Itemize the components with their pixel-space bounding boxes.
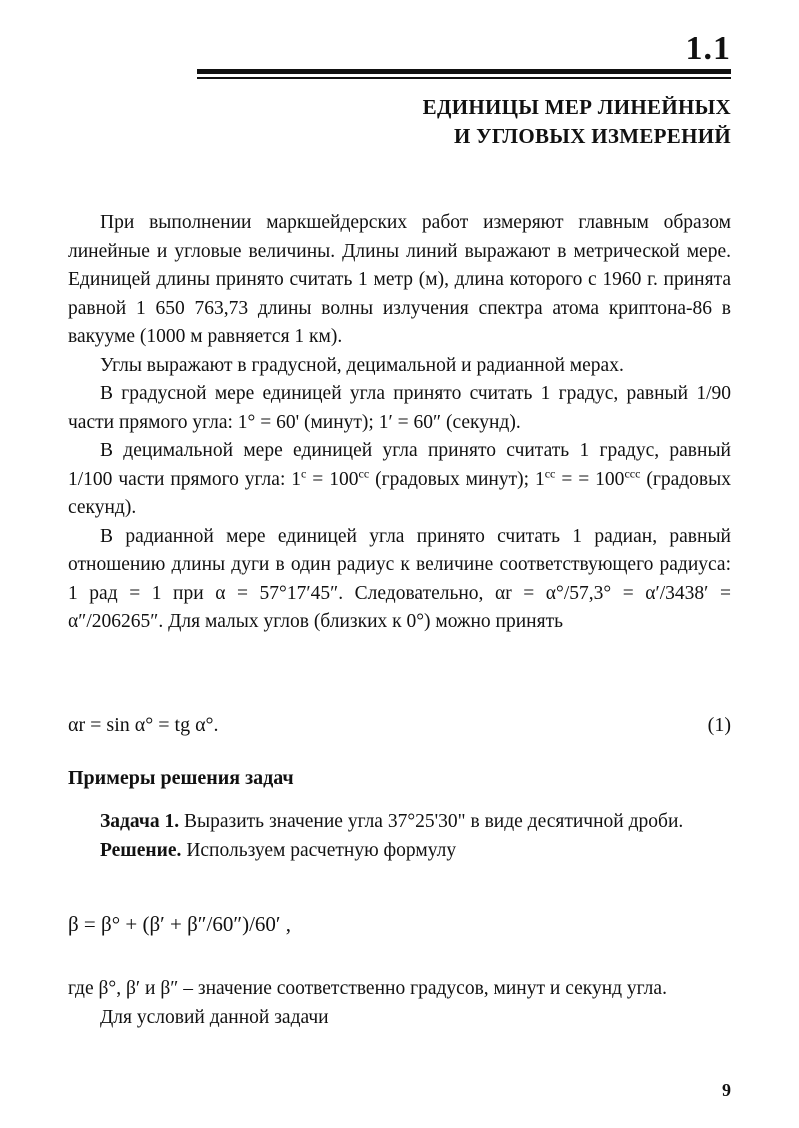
decimal-sup1: с xyxy=(301,466,307,480)
decimal-text-c: (градовых минут); 1 xyxy=(369,468,545,490)
section-number: 1.1 xyxy=(685,30,731,67)
paragraph-degree-measure: В градусной мере единицей угла принято считать 1 градус, равный 1/90 части прямого угла: 1° = 60' (минут); 1′ = 60″ (секунд). xyxy=(68,383,731,433)
equation-2: β = β° + (β′ + β″/60″)/60′ , xyxy=(68,912,292,936)
paragraph-angle-units: Углы выражают в градусной, децимальной и радианной мерах. xyxy=(100,354,624,376)
paragraph-radian-measure: В радианной мере единицей угла принято считать 1 радиан, равный отношению длины дуги в один радиус к величине соответствующего радиуса: 1 рад = 1 при α = 57°17′45″. Следовательно, αr = α°/57,3° = α′/3438′ = α″/206265″. Для малых углов (близких к 0°) можно принять xyxy=(68,525,731,632)
task-1-label: Задача 1. xyxy=(100,811,180,832)
after-text xyxy=(68,975,731,1032)
task-1 xyxy=(68,808,731,865)
decimal-sup2: сс xyxy=(358,466,370,480)
decimal-sup3: сс xyxy=(544,466,556,480)
solution-text: Используем расчетную формулу xyxy=(181,839,457,861)
section-title xyxy=(423,93,731,151)
decimal-sup4: ссс xyxy=(624,466,641,480)
decimal-text-b: = 100 xyxy=(306,468,359,490)
decimal-text-a: В децимальной мере единицей угла принято считать 1 градус, равный 1/100 части прямого угла: 1 xyxy=(68,440,731,490)
header-rule-thin xyxy=(197,77,731,79)
decimal-text-d: = = 100 xyxy=(555,468,625,490)
examples-heading: Примеры решения задач xyxy=(68,767,294,789)
paragraph-where: где β°, β′ и β″ – значение соответственно градусов, минут и секунд угла. xyxy=(68,978,667,999)
decimal-text-e: (градовых секунд). xyxy=(68,468,731,518)
equation-1 xyxy=(68,714,731,737)
header-rule-thick xyxy=(197,69,731,74)
task-1-solution xyxy=(68,837,731,866)
paragraph-decimal-measure xyxy=(68,437,731,523)
task-1-text: Выразить значение угла 37°25'30" в виде десятичной дроби. xyxy=(179,811,684,832)
section-title-line2: И УГЛОВЫХ ИЗМЕРЕНИЙ xyxy=(454,124,731,148)
task-1-statement xyxy=(68,808,731,837)
solution-label: Решение. xyxy=(100,839,182,861)
paragraph-intro: При выполнении маркшейдерских работ измеряют главным образом линейные и угловые величины. Длины линий выражают в метрической мере. Единицей длины принято считать 1 метр (м), длина которого с 1960 г. принята равной 1 650 763,73 длины волны излучения спектра атома криптона-86 в вакууме (1000 м равняется 1 км). xyxy=(68,212,731,347)
equation-1-number: (1) xyxy=(707,714,731,736)
equation-1-formula: αr = sin α° = tg α°. xyxy=(68,714,219,736)
intro-text xyxy=(68,209,731,637)
page-number: 9 xyxy=(722,1080,731,1100)
section-title-line1: ЕДИНИЦЫ МЕР ЛИНЕЙНЫХ xyxy=(422,95,731,119)
paragraph-conditions: Для условий данной задачи xyxy=(100,1006,329,1028)
